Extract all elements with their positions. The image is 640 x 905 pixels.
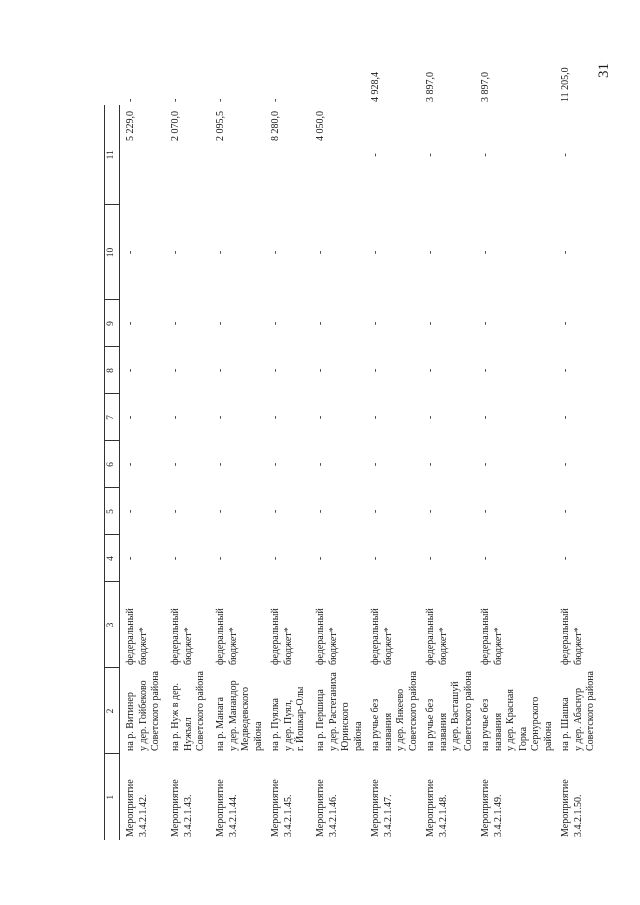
measure-cell-line: Мероприятие (315, 779, 326, 837)
object-cell-line: у дер. Янкеево (395, 688, 406, 751)
value-cell-col-8 (210, 347, 265, 394)
empty-value-dash: - (170, 556, 181, 561)
value-cell-col-7 (420, 394, 475, 441)
funding-source-cell-line: бюджет* (382, 627, 394, 665)
empty-value-dash: - (425, 368, 436, 373)
funding-source-cell-line: федеральный (215, 608, 226, 665)
measure-cell (365, 754, 420, 840)
funding-source-cell (555, 582, 600, 668)
value-cell-col-7 (210, 394, 265, 441)
value-cell-col-7 (265, 394, 310, 441)
column-header-10: 10 (105, 205, 120, 300)
object-cell-line: Советского района (462, 671, 474, 751)
measure-cell-line: Мероприятие (560, 779, 571, 837)
empty-value-dash: - (370, 153, 381, 157)
column-header-1: 1 (105, 754, 120, 840)
empty-value-dash: - (480, 250, 491, 255)
value-cell-col-10 (310, 205, 365, 300)
value-cell-col-4 (210, 535, 265, 582)
value-cell-col-10 (555, 205, 600, 300)
empty-value-dash: - (215, 556, 226, 561)
empty-value-dash: - (170, 415, 181, 420)
measure-cell-line: 3.4.2.1.50. (572, 794, 584, 837)
object-cell-line: Советского района (585, 671, 596, 751)
empty-value-dash: - (370, 250, 381, 255)
empty-value-dash: - (370, 462, 381, 467)
empty-value-dash: - (560, 153, 571, 157)
empty-value-dash: - (270, 250, 281, 255)
column-header-9: 9 (105, 300, 120, 347)
column-header-7: 7 (105, 394, 120, 441)
budget-measures-table (104, 67, 600, 840)
value-cell-col-4 (365, 535, 420, 582)
empty-value-dash: - (215, 98, 226, 102)
object-cell-line: у дер. Манандор (227, 680, 239, 751)
amount-value: 4 050,0 (315, 111, 326, 141)
value-cell-col-10 (420, 205, 475, 300)
empty-value-dash: - (315, 509, 326, 514)
value-cell-col-6 (475, 441, 555, 488)
empty-value-dash: - (425, 415, 436, 420)
empty-value-dash: - (270, 509, 281, 514)
empty-value-dash: - (125, 368, 136, 373)
value-cell-col-4 (265, 535, 310, 582)
empty-value-dash: - (370, 556, 381, 561)
empty-value-dash: - (125, 321, 136, 326)
object-cell-line: на р. Витинер (125, 692, 136, 751)
empty-value-dash: - (480, 509, 491, 514)
value-cell-col-9 (310, 300, 365, 347)
funding-source-cell-line: бюджет* (572, 627, 584, 665)
measure-cell-line: Мероприятие (270, 779, 281, 837)
empty-value-dash: - (425, 321, 436, 326)
measure-cell-line: 3.4.2.1.42. (137, 794, 149, 837)
measure-cell-line: 3.4.2.1.48. (437, 794, 449, 837)
table-row (265, 105, 310, 840)
amount-value: 8 280,0 (270, 111, 281, 141)
measure-cell-line: 3.4.2.1.46. (327, 794, 339, 837)
measure-cell-line: Мероприятие (370, 779, 381, 837)
value-cell-col-7 (365, 394, 420, 441)
value-cell-col-11 (475, 105, 555, 205)
table-row (120, 105, 166, 840)
column-header-3: 3 (105, 582, 120, 668)
measure-cell (555, 754, 600, 840)
value-cell-col-4 (165, 535, 210, 582)
empty-value-dash: - (425, 462, 436, 467)
value-cell-col-6 (555, 441, 600, 488)
empty-value-dash: - (170, 368, 181, 373)
measure-cell (165, 754, 210, 840)
value-cell-col-7 (165, 394, 210, 441)
measure-cell-line: 3.4.2.1.43. (182, 794, 194, 837)
value-cell-col-4 (420, 535, 475, 582)
value-cell-col-11 (265, 105, 310, 205)
object-cell-line: у дер. Абаснур (572, 687, 584, 751)
value-cell-col-8 (555, 347, 600, 394)
funding-source-cell (475, 582, 555, 668)
empty-value-dash: - (170, 98, 181, 102)
funding-source-cell-line: федеральный (480, 608, 491, 665)
value-cell-col-7 (310, 394, 365, 441)
object-cell-line: на р. Першица (315, 689, 326, 751)
object-cell (420, 668, 475, 754)
empty-value-dash: - (560, 250, 571, 255)
object-cell (310, 668, 365, 754)
value-cell-col-5 (120, 488, 166, 535)
value-cell-col-8 (120, 347, 166, 394)
column-header-2: 2 (105, 668, 120, 754)
empty-value-dash: - (370, 509, 381, 514)
value-cell-col-6 (120, 441, 166, 488)
funding-source-cell-line: бюджет* (327, 627, 339, 665)
empty-value-dash: - (425, 509, 436, 514)
empty-value-dash: - (125, 415, 136, 420)
value-cell-col-4 (555, 535, 600, 582)
empty-value-dash: - (124, 98, 136, 102)
funding-source-cell (310, 582, 365, 668)
measure-cell-line: 3.4.2.1.47. (382, 794, 394, 837)
value-cell-col-5 (165, 488, 210, 535)
amount-value: 2 095,5 (215, 111, 226, 141)
value-cell-col-6 (165, 441, 210, 488)
empty-value-dash: - (270, 462, 281, 467)
funding-source-cell-line: федеральный (125, 608, 136, 665)
table-row (165, 105, 210, 840)
empty-value-dash: - (125, 250, 136, 255)
empty-value-dash: - (370, 321, 381, 326)
empty-value-dash: - (170, 462, 181, 467)
funding-source-cell (420, 582, 475, 668)
column-header-11: 11 (105, 105, 120, 205)
value-cell-col-7 (120, 394, 166, 441)
empty-value-dash: - (125, 556, 136, 561)
object-cell (475, 668, 555, 754)
value-cell-col-4 (120, 535, 166, 582)
empty-value-dash: - (480, 321, 491, 326)
empty-value-dash: - (215, 509, 226, 514)
empty-value-dash: - (315, 556, 326, 561)
object-cell-line: на р. Шашка (560, 697, 571, 751)
table-row (475, 105, 555, 840)
value-cell-col-9 (210, 300, 265, 347)
object-cell-line: Советского района (407, 671, 419, 751)
object-cell-line: г. Йошкар-Олы (295, 686, 306, 751)
funding-source-cell-line: федеральный (270, 608, 281, 665)
empty-value-dash: - (125, 509, 136, 514)
object-cell-line: у дер. Пуял, (282, 699, 294, 751)
funding-source-cell (165, 582, 210, 668)
value-cell-col-11 (120, 105, 166, 205)
amount-value: 5 229,0 (125, 111, 136, 141)
empty-value-dash: - (370, 415, 381, 420)
empty-value-dash: - (480, 153, 491, 157)
value-cell-col-11 (310, 105, 365, 205)
value-cell-col-9 (165, 300, 210, 347)
funding-source-cell-line: бюджет* (182, 627, 194, 665)
value-cell-col-7 (555, 394, 600, 441)
empty-value-dash: - (215, 415, 226, 420)
value-cell-col-9 (555, 300, 600, 347)
object-cell (555, 668, 600, 754)
measure-cell (475, 754, 555, 840)
value-cell-col-11 (210, 105, 265, 205)
empty-value-dash: - (125, 462, 136, 467)
object-cell-line: Юринского района (340, 702, 364, 751)
measure-cell (120, 754, 166, 840)
value-cell-col-8 (365, 347, 420, 394)
table-row (555, 105, 600, 840)
value-cell-col-6 (365, 441, 420, 488)
object-cell-line: Сернурского района (530, 696, 554, 751)
value-cell-col-11 (365, 105, 420, 205)
empty-value-dash: - (480, 415, 491, 420)
object-cell-line: на р. Манага (215, 697, 226, 751)
value-cell-col-6 (210, 441, 265, 488)
object-cell-line: на р. Пуялка (270, 698, 281, 751)
column-number-header-row (105, 105, 120, 840)
object-cell-line: Советского района (195, 671, 206, 751)
empty-value-dash: - (560, 415, 571, 420)
empty-value-dash: - (560, 556, 571, 561)
amount-value: 11 205,0 (560, 67, 571, 102)
value-cell-col-11 (555, 105, 600, 205)
empty-value-dash: - (315, 415, 326, 420)
empty-value-dash: - (170, 250, 181, 255)
value-cell-col-6 (420, 441, 475, 488)
value-cell-col-9 (475, 300, 555, 347)
funding-source-cell-line: федеральный (370, 608, 381, 665)
column-header-8: 8 (105, 347, 120, 394)
value-cell-col-8 (165, 347, 210, 394)
object-cell-line: Советского района (150, 671, 161, 751)
value-cell-col-5 (365, 488, 420, 535)
value-cell-col-9 (420, 300, 475, 347)
value-cell-col-10 (120, 205, 166, 300)
empty-value-dash: - (425, 153, 436, 157)
empty-value-dash: - (170, 509, 181, 514)
funding-source-cell-line: бюджет* (137, 627, 149, 665)
measure-cell (310, 754, 365, 840)
empty-value-dash: - (560, 368, 571, 373)
value-cell-col-7 (475, 394, 555, 441)
measure-cell-line: Мероприятие (125, 779, 136, 837)
object-cell-line: на ручье без названия (370, 698, 394, 751)
value-cell-col-5 (265, 488, 310, 535)
amount-value: 2 070,0 (170, 111, 181, 141)
measure-cell-line: 3.4.2.1.45. (282, 794, 294, 837)
funding-source-cell-line: федеральный (425, 608, 436, 665)
value-cell-col-5 (475, 488, 555, 535)
value-cell-col-10 (210, 205, 265, 300)
value-cell-col-8 (420, 347, 475, 394)
empty-value-dash: - (215, 462, 226, 467)
empty-value-dash: - (315, 462, 326, 467)
value-cell-col-4 (475, 535, 555, 582)
empty-value-dash: - (425, 250, 436, 255)
empty-value-dash: - (270, 415, 281, 420)
measure-cell (210, 754, 265, 840)
empty-value-dash: - (480, 556, 491, 561)
measure-cell-line: Мероприятие (215, 779, 226, 837)
funding-source-cell-line: бюджет* (282, 627, 294, 665)
table-row (210, 105, 265, 840)
empty-value-dash: - (425, 556, 436, 561)
column-header-4: 4 (105, 535, 120, 582)
value-cell-col-6 (265, 441, 310, 488)
amount-value: 3 897,0 (425, 72, 436, 102)
value-cell-col-5 (420, 488, 475, 535)
value-cell-col-9 (365, 300, 420, 347)
funding-source-cell (365, 582, 420, 668)
empty-value-dash: - (215, 250, 226, 255)
empty-value-dash: - (215, 321, 226, 326)
object-cell (210, 668, 265, 754)
empty-value-dash: - (560, 321, 571, 326)
empty-value-dash: - (270, 556, 281, 561)
funding-source-cell-line: бюджет* (227, 627, 239, 665)
empty-value-dash: - (315, 321, 326, 326)
empty-value-dash: - (370, 368, 381, 373)
measure-cell-line: 3.4.2.1.49. (492, 794, 504, 837)
measure-cell-line: Мероприятие (480, 779, 491, 837)
value-cell-col-5 (210, 488, 265, 535)
empty-value-dash: - (560, 509, 571, 514)
object-cell-line: у дер. Красная Горка (505, 689, 529, 751)
empty-value-dash: - (270, 368, 281, 373)
funding-source-cell-line: бюджет* (492, 627, 504, 665)
empty-value-dash: - (480, 462, 491, 467)
value-cell-col-8 (310, 347, 365, 394)
object-cell (365, 668, 420, 754)
value-cell-col-9 (265, 300, 310, 347)
value-cell-col-11 (420, 105, 475, 205)
object-cell-line: у дер. Васташуй (450, 681, 461, 751)
funding-source-cell-line: бюджет* (437, 627, 449, 665)
value-cell-col-10 (475, 205, 555, 300)
empty-value-dash: - (270, 321, 281, 326)
value-cell-col-5 (310, 488, 365, 535)
page-number: 31 (596, 63, 612, 78)
measure-cell (420, 754, 475, 840)
object-cell-line: на ручье без названия (480, 698, 504, 751)
value-cell-col-10 (265, 205, 310, 300)
column-header-5: 5 (105, 488, 120, 535)
funding-source-cell-line: федеральный (560, 608, 571, 665)
value-cell-col-9 (120, 300, 166, 347)
object-cell-line: Медведевского района (240, 687, 264, 751)
empty-value-dash: - (480, 368, 491, 373)
empty-value-dash: - (270, 98, 281, 102)
value-cell-col-11 (165, 105, 210, 205)
measure-cell-line: Мероприятие (425, 779, 436, 837)
funding-source-cell-line: федеральный (315, 608, 326, 665)
measure-cell-line: Мероприятие (170, 779, 181, 837)
measure-cell-line: 3.4.2.1.44. (227, 794, 239, 837)
funding-source-cell-line: федеральный (170, 608, 181, 665)
value-cell-col-10 (165, 205, 210, 300)
object-cell-line: на р. Нуж в дер. Нужъял (170, 682, 194, 751)
empty-value-dash: - (215, 368, 226, 373)
funding-source-cell (265, 582, 310, 668)
table-row (310, 105, 365, 840)
amount-value: 3 897,0 (480, 72, 491, 102)
empty-value-dash: - (315, 250, 326, 255)
table-row (365, 105, 420, 840)
table-row (420, 105, 475, 840)
value-cell-col-4 (310, 535, 365, 582)
empty-value-dash: - (560, 462, 571, 467)
empty-value-dash: - (315, 368, 326, 373)
funding-source-cell (210, 582, 265, 668)
value-cell-col-10 (365, 205, 420, 300)
funding-source-cell (120, 582, 166, 668)
object-cell (165, 668, 210, 754)
value-cell-col-5 (555, 488, 600, 535)
value-cell-col-6 (310, 441, 365, 488)
column-header-6: 6 (105, 441, 120, 488)
object-cell (120, 668, 166, 754)
object-cell (265, 668, 310, 754)
object-cell-line: у дер. Растеганиха (327, 672, 339, 751)
value-cell-col-8 (475, 347, 555, 394)
amount-value: 4 928,4 (370, 72, 381, 102)
object-cell-line: у дер. Гойбеково (137, 680, 149, 751)
measure-cell (265, 754, 310, 840)
value-cell-col-8 (265, 347, 310, 394)
object-cell-line: на ручье без названия (425, 698, 449, 751)
empty-value-dash: - (170, 321, 181, 326)
